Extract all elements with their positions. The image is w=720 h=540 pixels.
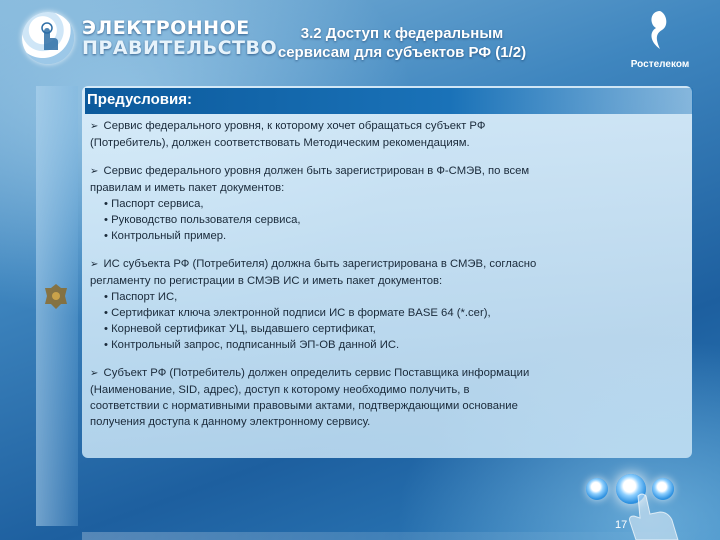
text-line: (Потребитель), должен соответствовать Методическим рекомендациям. (90, 137, 470, 149)
text-line: ➢ Сервис федерального уровня, к которому хочет обращаться субъект РФ (90, 120, 486, 132)
list-item: • Руководство пользователя сервиса, (104, 214, 301, 226)
title-line-1: 3.2 Доступ к федеральным (300, 25, 504, 42)
nav-dot-icon[interactable] (586, 478, 608, 500)
list-item: • Корневой сертификат УЦ, выдавшего сертификат, (104, 323, 376, 335)
text-line: (Наименование, SID, адрес), доступ к которому необходимо получить, в (90, 384, 470, 396)
rostelecom-logo (625, 8, 695, 70)
rostelecom-text: Ростелеком (630, 59, 690, 70)
text-line: ➢ Субъект РФ (Потребитель) должен определить сервис Поставщика информации (90, 367, 530, 379)
list-item: • Паспорт сервиса, (104, 198, 204, 210)
rostelecom-icon (645, 8, 675, 52)
section-heading: Предусловия: (85, 88, 693, 114)
list-item: • Сертификат ключа электронной подписи ИС в формате BASE 64 (*.cer), (104, 307, 491, 319)
list-item: • Контрольный пример. (104, 230, 227, 242)
title-line-2: сервисам для субъектов РФ (1/2) (277, 44, 527, 61)
logo-line-1: ЭЛЕКТРОННОЕ (82, 17, 250, 39)
arrow-bullet-icon: ➢ (90, 368, 99, 379)
logo-line-2: ПРАВИТЕЛЬСТВО (82, 37, 278, 59)
list-item: • Контрольный запрос, подписанный ЭП-ОВ данной ИС. (104, 339, 400, 351)
paragraph-4 (90, 365, 670, 430)
text-line: ➢ ИС субъекта РФ (Потребителя) должна быть зарегистрирована в СМЭВ, согласно (90, 258, 537, 270)
list-item: • Паспорт ИС, (104, 291, 178, 303)
page-title (262, 24, 542, 62)
paragraph-3 (90, 256, 670, 353)
bottom-glow (82, 532, 702, 540)
e-gov-hand-icon (22, 12, 74, 64)
paragraph-2 (90, 163, 670, 244)
text-line: регламенту по регистрации в СМЭВ ИС и иметь пакет документов: (90, 275, 443, 287)
emblem-icon (43, 282, 69, 310)
arrow-bullet-icon: ➢ (90, 259, 99, 270)
paragraph-1 (90, 118, 670, 151)
text-line: соответствии с нормативными правовыми актами, подтверждающими основание (90, 400, 518, 412)
e-gov-logo (22, 12, 277, 64)
arrow-bullet-icon: ➢ (90, 121, 99, 132)
prerequisites-text (90, 118, 670, 442)
text-line: правилам и иметь пакет документов: (90, 182, 285, 194)
text-line: ➢ Сервис федерального уровня должен быть зарегистрирован в Ф-СМЭВ, по всем (90, 165, 530, 177)
arrow-bullet-icon: ➢ (90, 166, 99, 177)
text-line: получения доступа к данному электронному сервису. (90, 416, 371, 428)
header (0, 0, 720, 86)
page-number: 17 (615, 519, 628, 531)
e-gov-logo-text (82, 18, 277, 58)
